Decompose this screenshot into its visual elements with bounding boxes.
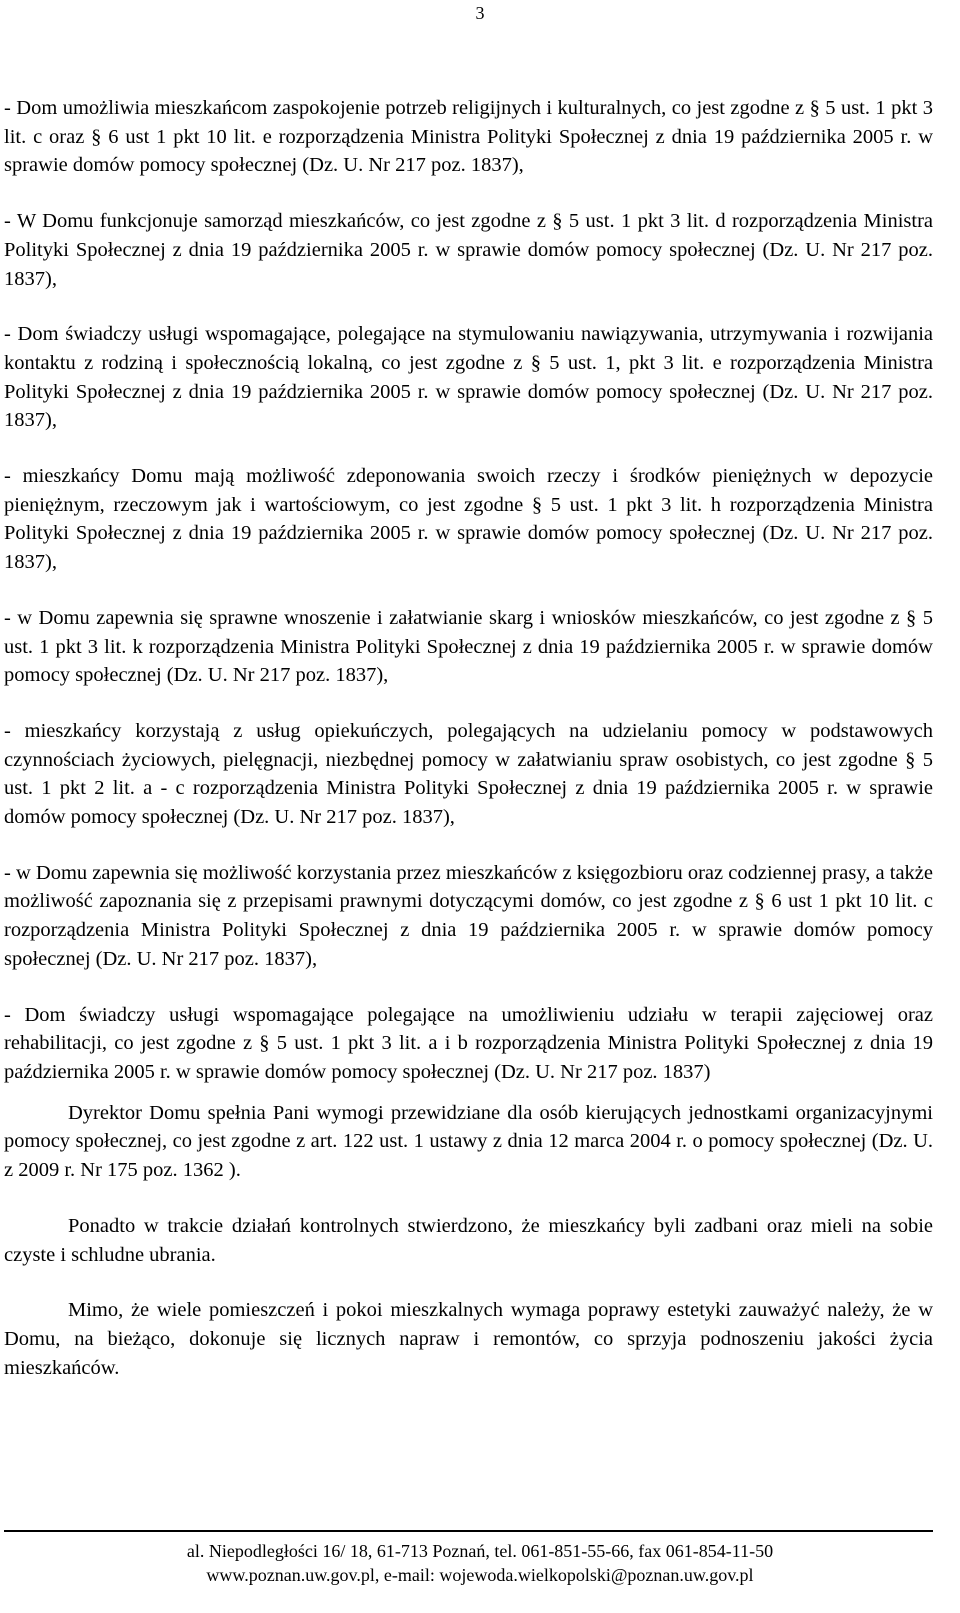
bullet-paragraph-complaints-handling: - w Domu zapewnia się sprawne wnoszenie i załatwianie skarg i wniosków mieszkańców, co jest zgodne z § 5 ust. 1 pkt 3 lit. k rozporządzenia Ministra Polityki Społecznej z dnia 19 października 2005 r. w sprawie domów pomocy społecznej (Dz. U. Nr 217 poz. 1837), bbox=[4, 606, 933, 687]
bullet-paragraph-therapy-rehabilitation: - Dom świadczy usługi wspomagające polegające na umożliwieniu udziału w terapii zajęciowej oraz rehabilitacji, co jest zgodne z § 5 ust. 1 pkt 3 lit. a i b rozporządzenia Ministra Polityki Społecznej z dnia 19 października 2005 r. w sprawie domów pomocy społecznej (Dz. U. Nr 217 poz. 1837) bbox=[4, 1003, 933, 1083]
document-body bbox=[4, 94, 933, 1409]
footer-address: al. Niepodległości 16/ 18, 61-713 Poznań, tel. 061-851-55-66, fax 061-854-11-50 bbox=[186, 1541, 774, 1561]
footer-contact: www.poznan.uw.gov.pl, e-mail: wojewoda.wielkopolski@poznan.uw.gov.pl bbox=[206, 1565, 754, 1585]
bullet-paragraph-religious-cultural-needs: - Dom umożliwia mieszkańcom zaspokojenie potrzeb religijnych i kulturalnych, co jest zgodne z § 5 ust. 1 pkt 3 lit. c oraz § 6 ust 1 pkt 10 lit. e rozporządzenia Ministra Polityki Społecznej z dnia 19 października 2005 r. w sprawie domów pomocy społecznej (Dz. U. Nr 217 poz. 1837), bbox=[4, 97, 933, 177]
paragraph-repairs-renovations: Mimo, że wiele pomieszczeń i pokoi mieszkalnych wymaga poprawy estetyki zauważyć należy, że w Domu, na bieżąco, dokonuje się licznych napraw i remontów, co sprzyja podnoszeniu jakości życia mieszkańców. bbox=[4, 1299, 933, 1379]
bullet-paragraph-care-services: - mieszkańcy korzystają z usług opiekuńczych, polegających na udzielaniu pomocy w podstawowych czynnościach życiowych, pielęgnacji, niezbędnej pomocy w załatwianiu spraw osobistych, co jest zgodne § 5 ust. 1 pkt 2 lit. a - c rozporządzenia Ministra Polityki Społecznej z dnia 19 października 2005 r. w sprawie domów pomocy społecznej (Dz. U. Nr 217 poz. 1837), bbox=[4, 719, 933, 829]
page-number: 3 bbox=[475, 3, 485, 23]
bullet-paragraph-residents-self-government: - W Domu funkcjonuje samorząd mieszkańców, co jest zgodne z § 5 ust. 1 pkt 3 lit. d rozporządzenia Ministra Polityki Społecznej z dnia 19 października 2005 r. w sprawie domów pomocy społecznej (Dz. U. Nr 217 poz. 1837), bbox=[4, 210, 933, 290]
page-footer bbox=[0, 1539, 960, 1587]
paragraph-director-requirements: Dyrektor Domu spełnia Pani wymogi przewidziane dla osób kierujących jednostkami organizacyjnymi pomocy społecznej, co jest zgodne z art. 122 ust. 1 ustawy z dnia 12 marca 2004 r. o pomocy społecznej (Dz. U. z 2009 r. Nr 175 poz. 1362 ). bbox=[4, 1101, 933, 1182]
paragraph-residents-clothing: Ponadto w trakcie działań kontrolnych stwierdzono, że mieszkańcy byli zadbani oraz mieli na sobie czyste i schludne ubrania. bbox=[4, 1214, 933, 1266]
bullet-paragraph-family-contact-support: - Dom świadczy usługi wspomagające, polegające na stymulowaniu nawiązywania, utrzymywania i rozwijania kontaktu z rodziną i społecznością lokalną, co jest zgodne z § 5 ust. 1, pkt 3 lit. e rozporządzenia Ministra Polityki Społecznej z dnia 19 października 2005 r. w sprawie domów pomocy społecznej (Dz. U. Nr 217 poz. 1837), bbox=[4, 323, 933, 432]
footer-divider bbox=[4, 1530, 933, 1532]
bullet-paragraph-library-press-access: - w Domu zapewnia się możliwość korzystania przez mieszkańców z księgozbioru oraz codziennej prasy, a także możliwość zapoznania się z przepisami prawnymi dotyczącymi domów, co jest zgodne z § 6 ust 1 pkt 10 lit. c rozporządzenia Ministra Polityki Społecznej z dnia 19 października 2005 r. w sprawie domów pomocy społecznej (Dz. U. Nr 217 poz. 1837), bbox=[4, 861, 933, 970]
bullet-paragraph-deposit-of-belongings: - mieszkańcy Domu mają możliwość zdeponowania swoich rzeczy i środków pieniężnych w depozycie pieniężnym, rzeczowym jak i wartościowym, co jest zgodne § 5 ust. 1 pkt 3 lit. h rozporządzenia Ministra Polityki Społecznej z dnia 19 października 2005 r. w sprawie domów pomocy społecznej (Dz. U. Nr 217 poz. 1837), bbox=[4, 465, 933, 574]
